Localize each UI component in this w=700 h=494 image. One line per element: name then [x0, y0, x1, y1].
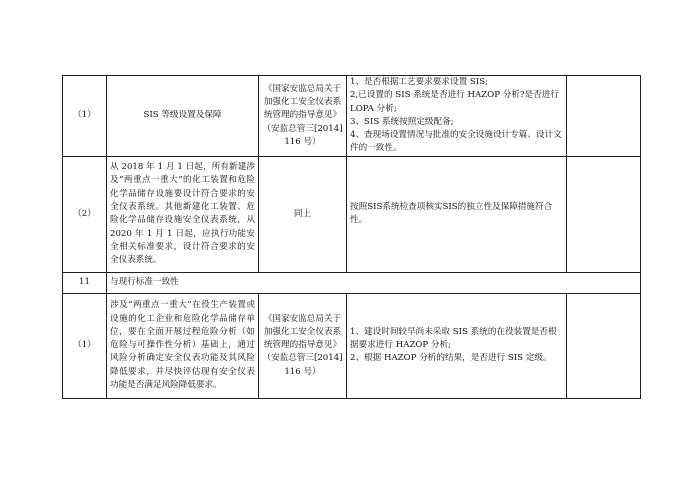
- check-item: 涉及“两重点一重大”在役生产装置或设施的化工企业和危险化学品储存单位，要在全面开展过程危险分析（如危险与可操作性分析）基础上，通过风险分析确定安全仪表功能及其风险降低要求，并尽快评估现有安全仪表功能是否满足风险降低要求。: [107, 293, 259, 398]
- table-row: [63, 76, 641, 157]
- row-index: （1）: [63, 293, 107, 398]
- basis-reference: 同上: [259, 156, 347, 272]
- check-method: [347, 76, 567, 157]
- method-line: 1、是否根据工艺要求要求设置 SIS;: [350, 77, 488, 87]
- method-line: 4、查现场设置情况与批准的安全设施设计专篇、设计文件的一致性。: [350, 130, 562, 154]
- method-line: 2、根据 HAZOP 分析的结果，是否进行 SIS 定级。: [350, 353, 552, 364]
- check-method: [347, 293, 567, 398]
- basis-reference: 《国家安监总局关于加强化工安全仪表系统管理的指导意见》（安监总管三[2014]116 号）: [259, 293, 347, 398]
- check-item: SIS 等级设置及保障: [107, 76, 259, 157]
- table-row: [63, 293, 641, 398]
- check-item: 从 2018 年 1 月 1 日起，所有新建涉及“两重点一重大”的化工装置和危险化学品储存设施要设计符合要求的安全仪表系统。其他新建化工装置、危险化学品储存设施安全仪表系统，从 2020 年 1 月 1 日起，应执行功能安全相关标准要求，设计符合要求的安全仪表系统。: [107, 156, 259, 272]
- result-cell: [567, 76, 641, 157]
- row-index: （2）: [63, 156, 107, 272]
- method-line: 按照SIS系统检查项核实SIS的独立性及保障措施符合性。: [350, 201, 553, 226]
- section-title: 与现行标准一致性: [107, 272, 641, 293]
- method-line: 2,已设置的 SIS 系统是否进行 HAZOP 分析?是否进行 LOPA 分析;: [350, 90, 559, 114]
- check-method: [347, 156, 567, 272]
- method-line: 3、SIS 系统按照定级配备;: [350, 116, 454, 127]
- inspection-table: [62, 75, 641, 399]
- row-index: （1）: [63, 76, 107, 157]
- section-index: 11: [63, 272, 107, 293]
- table-row: [63, 156, 641, 272]
- section-row: [63, 272, 641, 293]
- basis-reference: 《国家安监总局关于加强化工安全仪表系统管理的指导意见》（安监总管三[2014]116 号）: [259, 76, 347, 157]
- result-cell: [567, 156, 641, 272]
- method-line: 1、建设时间较早尚未采取 SIS 系统的在役装置是否根据要求进行 HAZOP 分析;: [350, 326, 557, 351]
- result-cell: [567, 293, 641, 398]
